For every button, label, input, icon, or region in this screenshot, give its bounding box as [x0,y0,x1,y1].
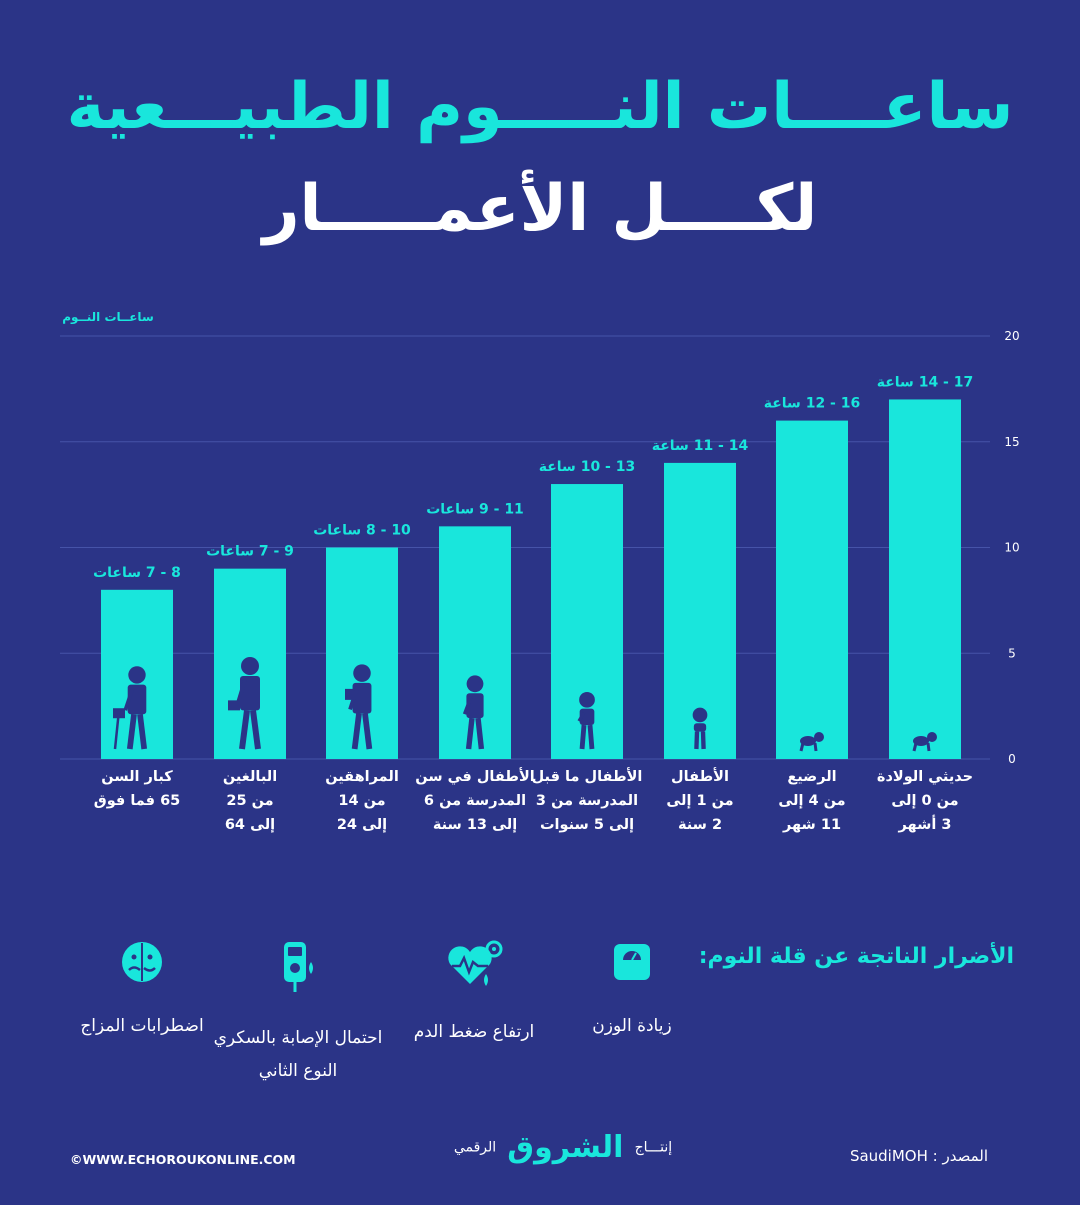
figure-head [579,692,595,708]
data-label: 17 - 14 ساعة [876,374,974,391]
figure-leg [696,732,697,749]
heart-pressure-icon [444,940,504,990]
category-label [72,765,202,813]
figure-briefcase [228,700,240,710]
category-label-line: إلى 13 سنة [432,817,518,833]
category-label [297,765,427,837]
figure-book [345,689,354,700]
y-tick-label: 20 [1004,329,1020,343]
source-credit: المصدر : SaudiMOH [849,1147,988,1165]
category-label-line: من 25 [226,793,274,809]
category-label [185,765,315,837]
category-label-line: الأطفال في سن [415,769,535,785]
category-label [522,765,652,837]
category-label-line: من 1 إلى [666,793,734,809]
figure-leg [703,732,704,749]
figure-limb [928,743,929,751]
harm-weight-gain [542,940,722,1043]
harm-diabetes [208,940,388,1088]
category-label-line: 11 شهر [782,817,842,833]
category-label-line: الرضيع [787,769,837,785]
bar [776,421,848,759]
bar [326,548,398,760]
category-label-line: الأطفال [671,769,729,785]
echorouk-logo: الشروق [507,1130,624,1165]
harm-label: زيادة الوزن [592,1016,672,1036]
category-label-line: المدرسة من 3 [535,793,639,809]
figure-leg [590,725,592,749]
digital-text: الرقمي [453,1139,497,1156]
data-label: 16 - 12 ساعة [763,395,861,412]
figure-head [467,675,484,692]
category-label-line: المراهقين [325,769,399,785]
category-label [410,765,540,837]
y-axis-ticks [1004,329,1019,766]
figure-leg [469,718,472,749]
category-label [747,765,877,837]
figure-limb [801,743,803,751]
category-label-line: إلى 5 سنوات [539,817,635,833]
figure-head [241,657,259,675]
data-label: 9 - 7 ساعات [206,543,294,560]
figure-head [927,732,937,742]
data-label: 13 - 10 ساعة [538,459,636,476]
category-label-line: الأطفال ما قبل [531,769,643,785]
glucose-meter-icon [278,940,318,996]
harm-label: اضطرابات المزاج [80,1016,204,1036]
figure-head [693,708,708,723]
bar [889,399,961,759]
data-label: 14 - 11 ساعة [651,437,749,454]
harm-label: ارتفاع ضغط الدم [413,1022,535,1042]
harms-title: الأضرار الناتجة عن قلة النوم: [698,944,1014,969]
y-axis-label: ساعــات النــوم [62,310,154,324]
mood-face-icon [120,940,164,984]
figure-leg [478,718,481,749]
category-label-line: إلى 64 [224,817,276,833]
category-label [635,765,765,837]
figure-limb [815,743,816,751]
y-tick-label: 15 [1004,434,1020,449]
y-tick-label: 5 [1008,646,1016,661]
harm-mood [52,940,232,1043]
bar [439,526,511,759]
category-label-line: 2 سنة [677,817,723,833]
category-label [860,765,990,837]
brand-block [448,1130,678,1165]
title-line-1: ساعــــات النـــــوم الطبيـــعية [66,70,1014,144]
weight-scale-icon [612,940,652,984]
category-label-line: 65 فما فوق [93,793,181,809]
category-label-line: كبار السن [101,769,173,785]
y-tick-label: 10 [1004,540,1020,555]
y-tick-label: 0 [1008,752,1016,766]
figure-head [353,664,371,682]
sleep-hours-bar-chart [0,300,1080,780]
data-label: 8 - 7 ساعات [93,564,181,581]
harm-label: احتمال الإصابة بالسكري النوع الثاني [213,1028,383,1081]
data-label: 10 - 8 ساعات [313,522,411,539]
category-label-line: من 4 إلى [778,793,846,809]
category-label-line: المدرسة من 6 [423,793,527,809]
category-label-line: من 0 إلى [891,793,959,809]
website-url: ©WWW.ECHOROUKONLINE.COM [70,1152,296,1167]
category-label-line: 3 أشهر [898,817,952,833]
data-label: 11 - 9 ساعات [426,501,524,518]
figure-head [814,732,824,742]
category-label-line: من 14 [338,793,386,809]
category-label-line: حديثي الولادة [876,769,974,785]
figure-head [128,666,145,683]
figure-limb [914,743,916,751]
category-label-line: إلى 24 [336,817,388,833]
category-label-line: البالغين [222,769,278,785]
title-line-2: لكــــل الأعمـــــار [262,172,818,246]
harm-blood-pressure [384,940,564,1049]
figure-leg [582,725,584,749]
production-text: إنتـــاج [634,1139,673,1156]
